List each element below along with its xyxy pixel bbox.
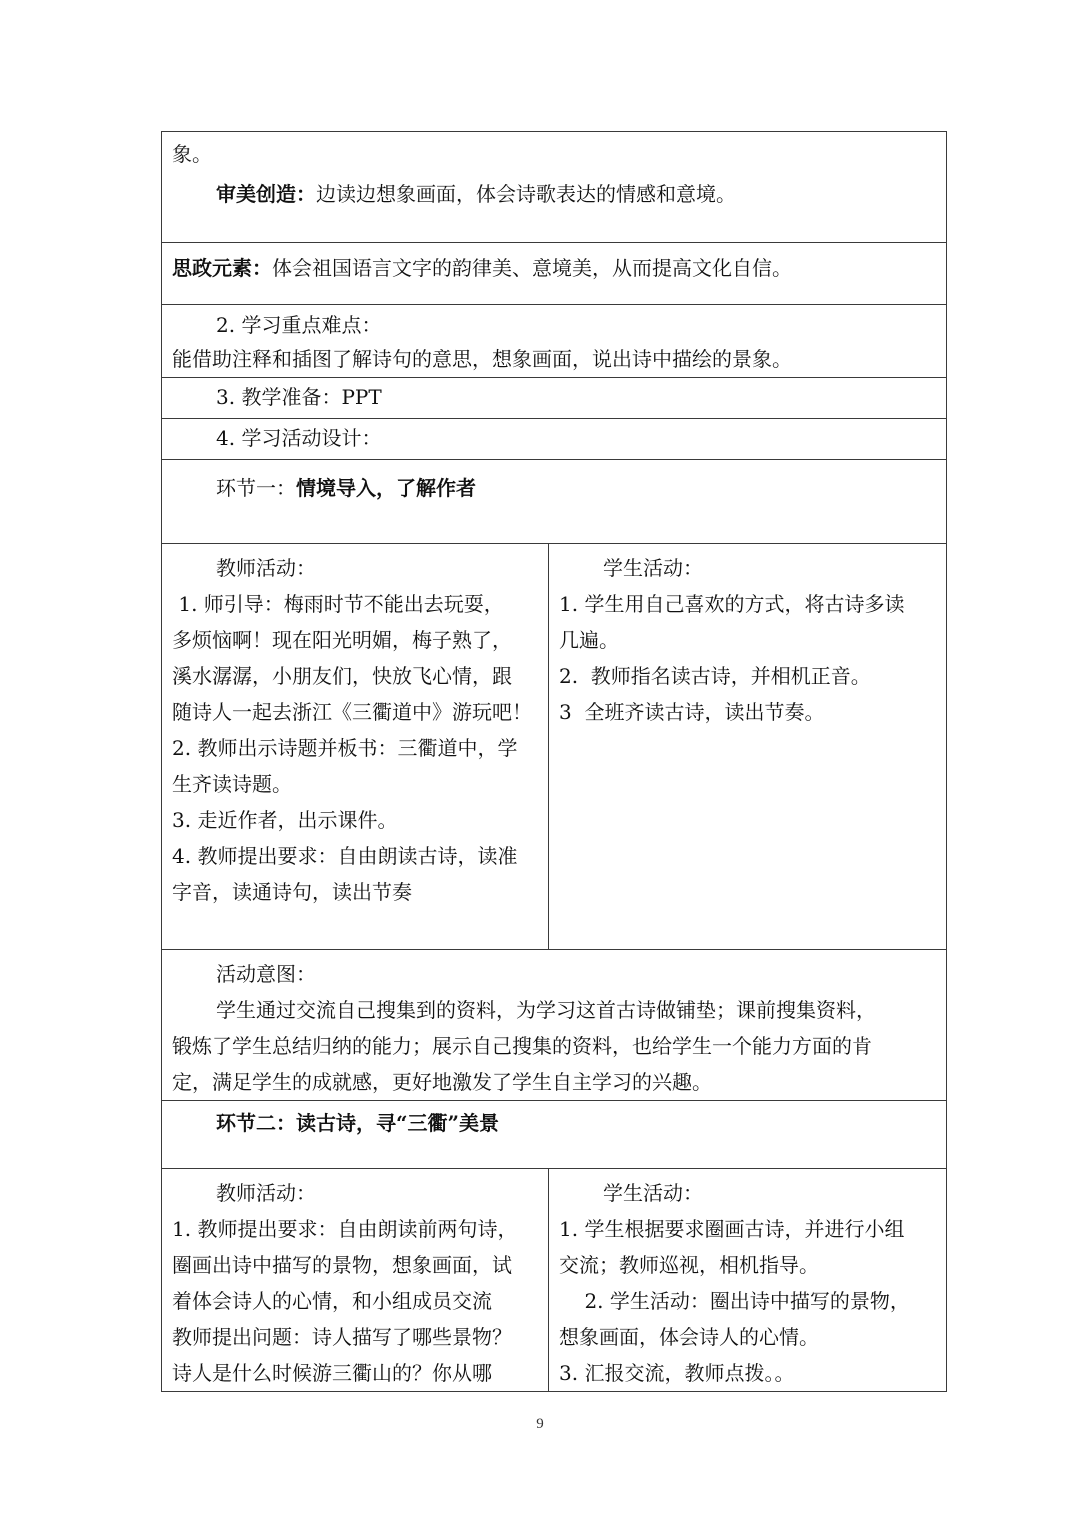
key-points-heading: 2. 学习重点难点： xyxy=(216,313,382,337)
page-number: 9 xyxy=(536,1416,544,1432)
list-item: 多烦恼啊！现在阳光明媚，梅子熟了， xyxy=(172,628,512,652)
table-row xyxy=(162,132,947,243)
stage1-student-cell xyxy=(549,544,947,950)
table-row xyxy=(162,305,947,378)
table-row xyxy=(162,544,947,950)
list-item: 3. 汇报交流，教师点拨。。 xyxy=(559,1361,795,1385)
student-activity-heading: 学生活动： xyxy=(603,556,703,580)
list-item: 想象画面，体会诗人的心情。 xyxy=(559,1325,819,1349)
list-item: 2. 教师出示诗题并板书：三衢道中，学 xyxy=(172,736,518,760)
table-row xyxy=(162,1101,947,1169)
stage1-title-text: 情境导入，了解作者 xyxy=(296,476,476,500)
list-item: 交流；教师巡视，相机指导。 xyxy=(559,1253,819,1277)
teacher-activity-heading: 教师活动： xyxy=(216,556,316,580)
key-points-cell xyxy=(162,305,947,378)
ideology-paragraph xyxy=(172,250,936,286)
list-item: 诗人是什么时候游三衢山的？你从哪 xyxy=(172,1361,492,1385)
prep-paragraph xyxy=(172,378,936,416)
continuation-text: 象。 xyxy=(172,142,212,166)
list-item: 字音，读通诗句，读出节奏 xyxy=(172,880,412,904)
table-row xyxy=(162,1169,947,1392)
stage2-teacher-cell xyxy=(162,1169,549,1392)
aesthetic-text: 边读边想象画面，体会诗歌表达的情感和意境。 xyxy=(316,182,736,206)
ideology-cell xyxy=(162,243,947,305)
table-row xyxy=(162,460,947,544)
prep-label: 3. 教学准备： xyxy=(216,385,342,409)
stage2-title-cell xyxy=(162,1101,947,1169)
list-item: 着体会诗人的心情，和小组成员交流 xyxy=(172,1289,492,1313)
list-item: 3 全班齐读古诗，读出节奏。 xyxy=(559,700,825,724)
stage2-student-cell xyxy=(549,1169,947,1392)
table-row xyxy=(162,419,947,460)
list-item: 几遍。 xyxy=(559,628,619,652)
table-row xyxy=(162,243,947,305)
ideology-label: 思政元素： xyxy=(172,256,272,280)
intent-line: 定，满足学生的成就感，更好地激发了学生自主学习的兴趣。 xyxy=(172,1070,712,1094)
stage1-label: 环节一： xyxy=(216,476,296,500)
ideology-text: 体会祖国语言文字的韵律美、意境美，从而提高文化自信。 xyxy=(272,256,792,280)
stage2-title: 环节二：读古诗，寻“三衢”美景 xyxy=(216,1111,500,1135)
list-item: 教师提出问题：诗人描写了哪些景物？ xyxy=(172,1325,512,1349)
list-item: 2. 教师指名读古诗，并相机正音。 xyxy=(559,664,871,688)
student-activity-heading: 学生活动： xyxy=(603,1181,703,1205)
list-item: 1. 师引导：梅雨时节不能出去玩耍， xyxy=(172,592,504,616)
list-item: 随诗人一起去浙江《三衢道中》游玩吧！ xyxy=(172,700,532,724)
list-item: 4. 教师提出要求：自由朗读古诗，读准 xyxy=(172,844,518,868)
aesthetic-paragraph xyxy=(172,176,936,212)
aesthetic-label: 审美创造： xyxy=(216,182,316,206)
lesson-plan-table xyxy=(161,131,947,1392)
stage1-intent-cell xyxy=(162,950,947,1101)
stage1-title xyxy=(172,470,936,506)
list-item: 1. 学生根据要求圈画古诗，并进行小组 xyxy=(559,1217,905,1241)
intent-line: 学生通过交流自己搜集到的资料，为学习这首古诗做铺垫；课前搜集资料， xyxy=(216,998,876,1022)
list-item: 2. 学生活动：圈出诗中描写的景物， xyxy=(559,1289,910,1313)
key-points-text: 能借助注释和插图了解诗句的意思，想象画面，说出诗中描绘的景象。 xyxy=(172,347,792,371)
list-item: 圈画出诗中描写的景物，想象画面，试 xyxy=(172,1253,512,1277)
list-item: 生齐读诗题。 xyxy=(172,772,292,796)
activity-design-cell xyxy=(162,419,947,460)
list-item: 1. 教师提出要求：自由朗读前两句诗， xyxy=(172,1217,518,1241)
list-item: 溪水潺潺，小朋友们，快放飞心情，跟 xyxy=(172,664,512,688)
teacher-activity-heading: 教师活动： xyxy=(216,1181,316,1205)
intent-heading: 活动意图： xyxy=(216,962,316,986)
prep-cell xyxy=(162,378,947,419)
activity-design-heading: 4. 学习活动设计： xyxy=(216,426,382,450)
table-row xyxy=(162,950,947,1101)
stage1-teacher-cell xyxy=(162,544,549,950)
stage1-title-cell xyxy=(162,460,947,544)
list-item: 1. 学生用自己喜欢的方式，将古诗多读 xyxy=(559,592,905,616)
prep-value: PPT xyxy=(341,385,382,409)
intent-line: 锻炼了学生总结归纳的能力；展示自己搜集的资料，也给学生一个能力方面的肯 xyxy=(172,1034,872,1058)
aesthetic-cell xyxy=(162,132,947,243)
list-item: 3. 走近作者，出示课件。 xyxy=(172,808,398,832)
table-row xyxy=(162,378,947,419)
